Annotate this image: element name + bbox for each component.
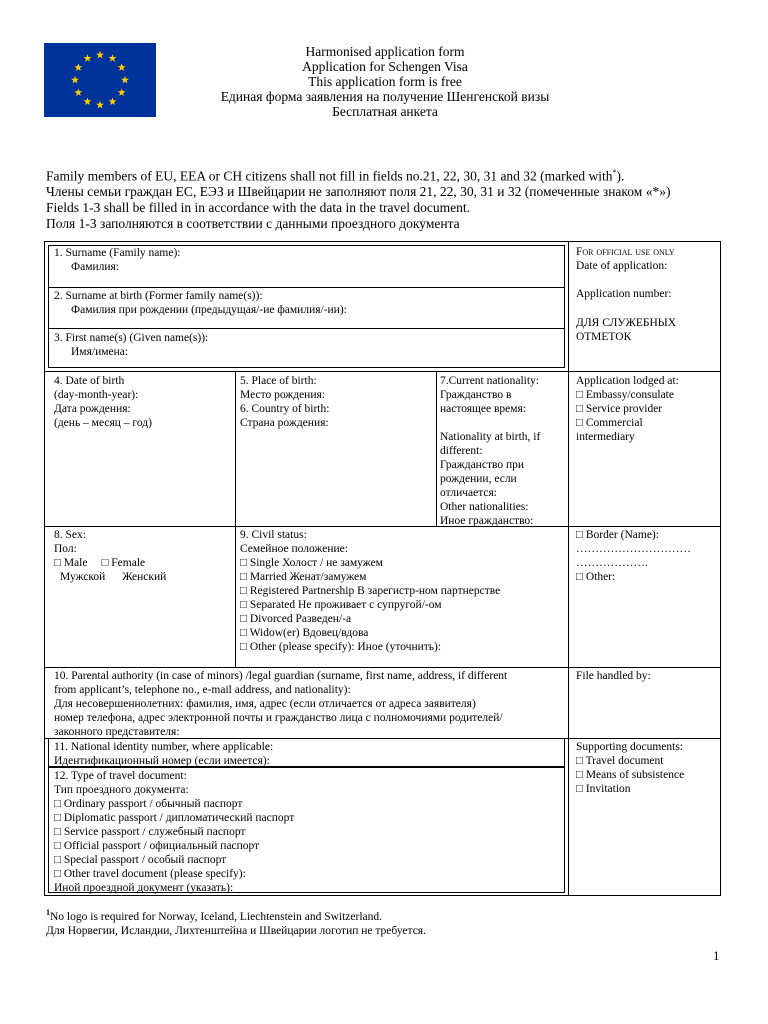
form-title bbox=[170, 44, 600, 119]
page-number: 1 bbox=[713, 948, 720, 963]
eu-stars-icon bbox=[44, 43, 156, 117]
field-9-civil-status: 9. Civil status: Семейное положение: □ Single Холост / не замужем □ Married Женат/замужем □ Registered Partnership В зарегистр-ном партнерстве □ Separated Не проживает с супругой/-ом □ Divorced Разведен/-а □ Widow(er) Вдовец/вдова □ Other (please specify): Иное (уточнить): bbox=[240, 529, 501, 653]
checkbox-widowed[interactable]: □ Widow(er) Вдовец/вдова bbox=[240, 627, 369, 639]
application-number-label: Application number: bbox=[576, 288, 672, 300]
checkbox-invitation[interactable]: □ Invitation bbox=[576, 783, 631, 795]
checkbox-diplomatic-passport[interactable]: □ Diplomatic passport / дипломатический паспорт bbox=[54, 812, 295, 824]
checkbox-commercial-intermediary[interactable]: □ Commercial bbox=[576, 417, 643, 429]
field-2-label: 2. Surname at birth (Former family name(s)): Фамилия при рождении (предыдущая/-ие фамилия/-ии): bbox=[54, 290, 347, 316]
field-12-travel-document-type: 12. Type of travel document: Тип проездного документа: □ Ordinary passport / обычный паспорт □ Diplomatic passport / дипломатический паспорт □ Service passport / служебный паспорт □ Official passport / официальный паспорт □ Special passport / особый паспорт □ Other travel document (please specify): Иной проездной документ (указать): bbox=[54, 770, 295, 894]
intro-line-3: Fields 1-3 shall be filled in in accordance with the data in the travel document. bbox=[46, 200, 470, 215]
field-11-national-id: 11. National identity number, where applicable: Идентификационный номер (если имеется): bbox=[54, 741, 274, 767]
field-8-sex: 8. Sex: Пол: □ Male □ Female Мужской Женский bbox=[54, 529, 167, 583]
checkbox-embassy[interactable]: □ Embassy/consulate bbox=[576, 389, 674, 401]
checkbox-special-passport[interactable]: □ Special passport / особый паспорт bbox=[54, 854, 227, 866]
supporting-documents: Supporting documents: □ Travel document □ Means of subsistence □ Invitation bbox=[576, 741, 685, 795]
border-block: □ Border (Name): ………………………… ………………. □ Other: bbox=[576, 529, 691, 583]
intro-line-1: Family members of EU, EEA or CH citizens shall not fill in fields no.21, 22, 30, 31 and 32 (marked with*). bbox=[46, 168, 625, 184]
eu-flag-logo bbox=[44, 43, 156, 117]
checkbox-travel-document[interactable]: □ Travel document bbox=[576, 755, 664, 767]
checkbox-other-travel-document[interactable]: □ Other travel document (please specify): bbox=[54, 868, 246, 880]
checkbox-other[interactable]: □ Other: bbox=[576, 571, 616, 583]
intro-line-2: Члены семьи граждан ЕС, ЕЭЗ и Швейцарии не заполняют поля 21, 22, 30, 31 и 32 (помеченные знаком «*») bbox=[46, 184, 671, 199]
date-of-application-label: Date of application: bbox=[576, 260, 668, 272]
title-line-5: Бесплатная анкета bbox=[332, 104, 438, 119]
title-line-4: Единая форма заявления на получение Шенгенской визы bbox=[220, 89, 550, 104]
checkbox-border[interactable]: □ Border (Name): bbox=[576, 529, 659, 541]
intro-line-4: Поля 1-3 заполняются в соответствии с данными проездного документа bbox=[46, 216, 460, 231]
title-line-2: Application for Schengen Visa bbox=[302, 59, 468, 74]
file-handled-by-label: File handled by: bbox=[576, 670, 651, 682]
checkbox-female[interactable]: □ Female bbox=[101, 557, 146, 569]
checkbox-official-passport[interactable]: □ Official passport / официальный паспорт bbox=[54, 840, 260, 852]
field-5-6-place-country-of-birth: 5. Place of birth: Место рождения: 6. Country of birth: Страна рождения: bbox=[240, 375, 330, 429]
checkbox-male[interactable]: □ Male bbox=[54, 557, 88, 569]
footnote: $^1$No logo is required for Norway, Iceland, Liechtenstein and Switzerland. Для Норвегии, Исландии, Лихтенштейна и Швейцарии логотип не требуется. bbox=[46, 908, 426, 937]
official-use-title: For official use only bbox=[576, 246, 675, 258]
checkbox-service-passport[interactable]: □ Service passport / служебный паспорт bbox=[54, 826, 246, 838]
field-10-parental-authority: 10. Parental authority (in case of minors) /legal guardian (surname, first name, address, if different from applicant’s, telephone no., e-mail address, and nationality): Для несовершеннолетних: фамилия, имя, адрес (если отличается от адреса заявителя) номер телефона, адрес электронной почты и гражданство лица с полномочиями родителей/ законного представителя: bbox=[54, 670, 508, 738]
official-use-ru: ДЛЯ СЛУЖЕБНЫХ ОТМЕТОК bbox=[576, 317, 677, 343]
title-line-3: This application form is free bbox=[308, 74, 462, 89]
checkbox-other-status[interactable]: □ Other (please specify): Иное (уточнить): bbox=[240, 641, 442, 653]
title-line-1: Harmonised application form bbox=[305, 44, 465, 59]
checkbox-service-provider[interactable]: □ Service provider bbox=[576, 403, 663, 415]
checkbox-means-of-subsistence[interactable]: □ Means of subsistence bbox=[576, 769, 685, 781]
field-1-label: 1. Surname (Family name): Фамилия: bbox=[54, 247, 181, 273]
checkbox-married[interactable]: □ Married Женат/замужем bbox=[240, 571, 367, 583]
field-3-label: 3. First name(s) (Given name(s)): Имя/имена: bbox=[54, 332, 209, 358]
checkbox-registered-partnership[interactable]: □ Registered Partnership В зарегистр-ном партнерстве bbox=[240, 585, 501, 597]
application-lodged-at: Application lodged at: □ Embassy/consulate □ Service provider □ Commercial intermediary bbox=[576, 375, 679, 443]
official-use-block bbox=[576, 245, 675, 273]
checkbox-ordinary-passport[interactable]: □ Ordinary passport / обычный паспорт bbox=[54, 798, 243, 810]
field-7-nationality: 7.Current nationality: Гражданство в настоящее время: Nationality at birth, if different: Гражданство при рождении, если отличается: Other nationalities: Иное гражданство: bbox=[440, 375, 541, 527]
field-4-date-of-birth: 4. Date of birth (day-month-year): Дата рождения: (день – месяц – год) bbox=[54, 375, 152, 429]
checkbox-single[interactable]: □ Single Холост / не замужем bbox=[240, 557, 383, 569]
checkbox-divorced[interactable]: □ Divorced Разведен/-а bbox=[240, 613, 352, 625]
checkbox-separated[interactable]: □ Separated Не проживает с супругой/-ом bbox=[240, 599, 442, 611]
